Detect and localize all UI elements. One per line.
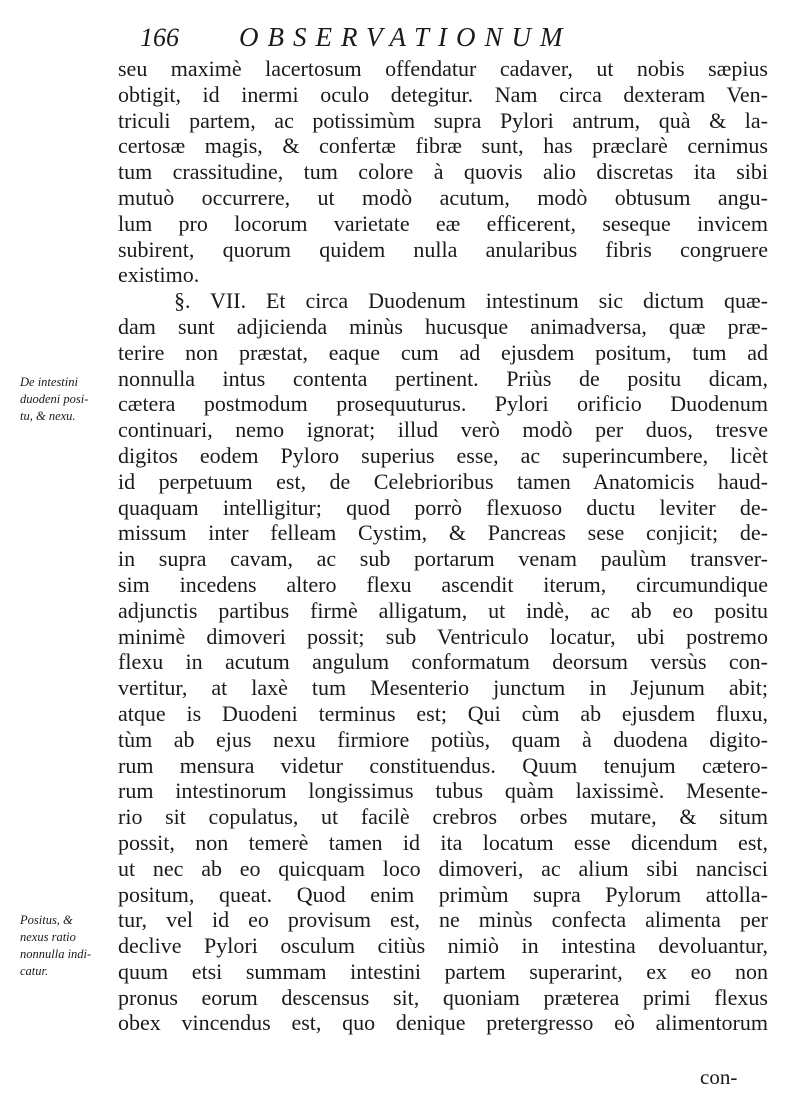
running-title: OBSERVATIONUM xyxy=(239,22,572,52)
text-line: rum intestinorum longissimus tubus quàm laxissimè. Mesente- xyxy=(118,778,768,804)
text-line: minimè dimoveri possit; sub Ventriculo locatur, ubi postremo xyxy=(118,623,768,649)
text-line: subirent, quorum quidem nulla anularibus fibris congruere xyxy=(118,236,768,262)
margin-note-line: De intestini xyxy=(20,375,78,389)
text-line: pronus eorum descensus sit, quoniam præterea primi flexus xyxy=(118,984,768,1010)
margin-note-duodenum-position xyxy=(20,374,116,425)
text-line: ut nec ab eo quicquam loco dimoveri, ac alium sibi nancisci xyxy=(118,855,768,881)
margin-note-line: nonnulla indi- xyxy=(20,947,92,961)
text-line: digitos eodem Pyloro superius esse, ac superincumbere, licèt xyxy=(118,442,768,468)
catchword: con- xyxy=(700,1065,738,1089)
text-line: tum crassitudine, tum colore à quovis alio discretas ita sibi xyxy=(118,159,768,185)
page-number: 166 xyxy=(140,23,179,52)
margin-note-position-reason xyxy=(20,912,116,980)
text-line: declive Pylori osculum citiùs nimiò in intestina devoluantur, xyxy=(118,933,768,959)
text-line: obex vincendus est, quo denique pretergresso eò alimentorum xyxy=(118,1010,768,1036)
text-line: lum pro locorum varietate eæ efficerent, seseque invicem xyxy=(118,210,768,236)
text-line: nonnulla intus contenta pertinent. Priùs de positu dicam, xyxy=(118,365,768,391)
body-text xyxy=(118,56,768,1036)
text-line: vertitur, at laxè tum Mesenterio junctum in Jejunum abit; xyxy=(118,675,768,701)
text-line: tùm ab ejus nexu firmiore potiùs, quam à duodena digito- xyxy=(118,726,768,752)
text-line: flexu in acutum angulum conformatum deorsum versùs con- xyxy=(118,649,768,675)
text-line: dam sunt adjicienda minùs hucusque animadversa, quæ præ- xyxy=(118,313,768,339)
text-line: obtigit, id inermi oculo detegitur. Nam circa dexteram Ven- xyxy=(118,81,768,107)
text-line: seu maximè lacertosum offendatur cadaver, ut nobis sæpius xyxy=(118,56,768,81)
margin-note-line: duodeni posi- xyxy=(20,392,89,406)
margin-note-line: nexus ratio xyxy=(20,930,76,944)
text-line: in supra cavam, ac sub portarum venam paulùm transver- xyxy=(118,546,768,572)
text-line: adjunctis partibus firmè alligatum, ut indè, ac ab eo positu xyxy=(118,597,768,623)
text-line: sim incedens altero flexu ascendit iterum, circumundique xyxy=(118,571,768,597)
text-line: possit, non temerè tamen id ita locatum esse dicendum est, xyxy=(118,829,768,855)
text-line: quum etsi summam intestini partem superarint, ex eo non xyxy=(118,958,768,984)
text-line: atque is Duodeni terminus est; Qui cùm ab ejusdem fluxu, xyxy=(118,700,768,726)
running-head xyxy=(140,22,780,53)
text-line: certosæ magis, & confertæ fibræ sunt, has præclarè cernimus xyxy=(118,133,768,159)
text-line: rum mensura videtur constituendus. Quum tenujum cætero- xyxy=(118,752,768,778)
text-line: rio sit copulatus, ut facilè crebros orbes mutare, & situm xyxy=(118,804,768,830)
text-line: id perpetuum est, de Celebrioribus tamen Anatomicis haud- xyxy=(118,468,768,494)
text-line: tur, vel id eo provisum est, ne minùs confecta alimenta per xyxy=(118,907,768,933)
text-line: positum, queat. Quod enim primùm supra Pylorum attolla- xyxy=(118,881,768,907)
margin-note-line: Positus, & xyxy=(20,913,73,927)
section-heading-line: §. VII. Et circa Duodenum intestinum sic dictum quæ- xyxy=(174,288,768,314)
text-line: quaquam intelligitur; quod porrò flexuoso ductu leviter de- xyxy=(118,494,768,520)
text-line: triculi partem, ac potissimùm supra Pylori antrum, quà & la- xyxy=(118,107,768,133)
text-line: continuari, nemo ignorat; illud verò modò per duos, tresve xyxy=(118,417,768,443)
text-line: cætera postmodum prosequuturus. Pylori orificio Duodenum xyxy=(118,391,768,417)
text-line: mutuò occurrere, ut modò acutum, modò obtusum angu- xyxy=(118,184,768,210)
text-line: existimo. xyxy=(118,262,200,288)
text-line: terire non præstat, eaque cum ad ejusdem positum, tum ad xyxy=(118,339,768,365)
margin-note-line: tu, & nexu. xyxy=(20,409,76,423)
text-line: missum inter felleam Cystim, & Pancreas sese conjicit; de- xyxy=(118,520,768,546)
margin-note-line: catur. xyxy=(20,964,49,978)
